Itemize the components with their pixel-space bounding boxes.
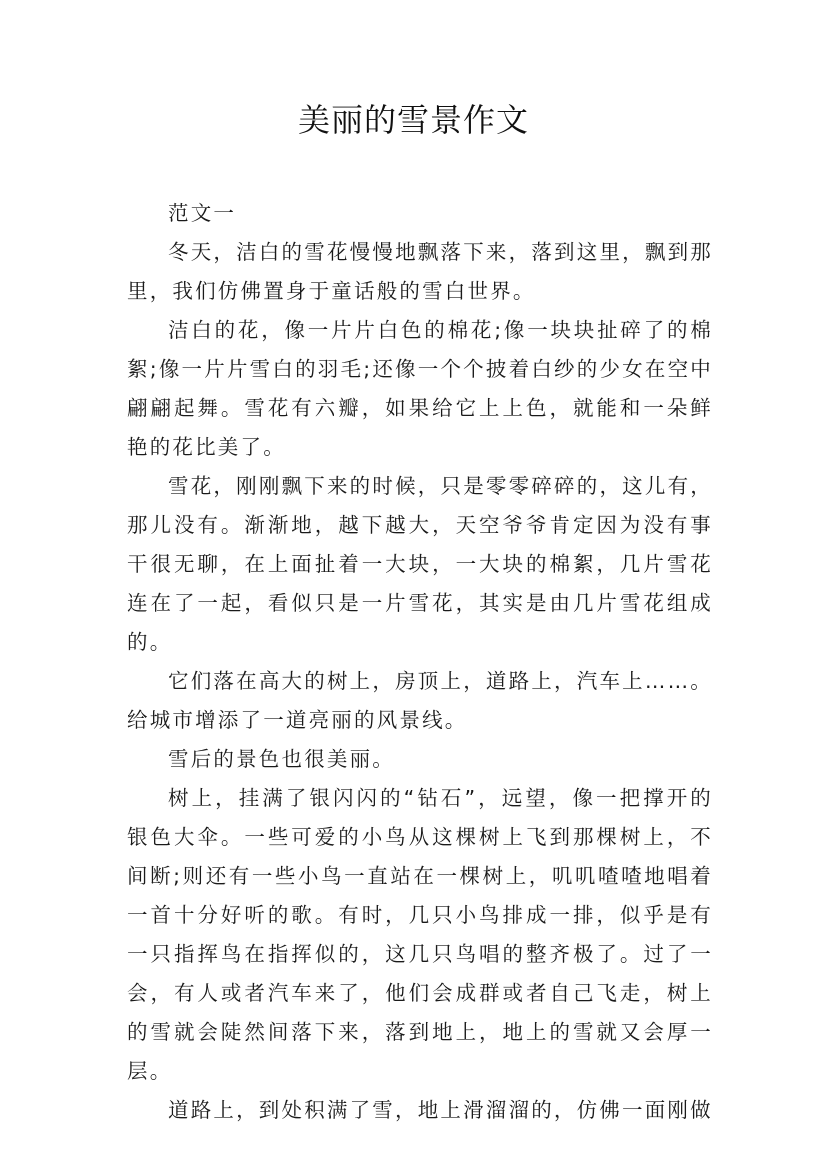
paragraph: 它们落在高大的树上，房顶上，道路上，汽车上……。给城市增添了一道亮丽的风景线。 xyxy=(127,669,713,732)
document-title: 美丽的雪景作文 xyxy=(297,101,529,139)
paragraph: 雪花，刚刚飘下来的时候，只是零零碎碎的，这儿有，那儿没有。渐渐地，越下越大，天空爷爷肯定因为没有事干很无聊，在上面扯着一大块，一大块的棉絮，几片雪花连在了一起，看似只是一片雪花，其实是由几片雪花组成的。 xyxy=(127,474,713,654)
paragraph: 洁白的花，像一片片白色的棉花;像一块块扯碎了的棉絮;像一片片雪白的羽毛;还像一个个披着白纱的少女在空中翩翩起舞。雪花有六瓣，如果给它上上色，就能和一朵鲜艳的花比美了。 xyxy=(127,318,713,459)
document-body xyxy=(127,194,713,1130)
paragraph: 道路上，到处积满了雪，地上滑溜溜的，仿佛一面刚做 xyxy=(168,1098,713,1122)
paragraph: 冬天，洁白的雪花慢慢地飘落下来，落到这里，飘到那里，我们仿佛置身于童话般的雪白世界。 xyxy=(127,240,713,303)
paragraph: 树上，挂满了银闪闪的“钻石”，远望，像一把撑开的银色大伞。一些可爱的小鸟从这棵树上飞到那棵树上，不间断;则还有一些小鸟一直站在一棵树上，叽叽喳喳地唱着一首十分好听的歌。有时，几只小鸟排成一排，似乎是有一只指挥鸟在指挥似的，这几只鸟唱的整齐极了。过了一会，有人或者汽车来了，他们会成群或者自己飞走，树上的雪就会陡然间落下来，落到地上，地上的雪就又会厚一层。 xyxy=(127,786,713,1083)
paragraph: 雪后的景色也很美丽。 xyxy=(168,747,395,771)
paragraph-heading: 范文一 xyxy=(168,201,237,225)
